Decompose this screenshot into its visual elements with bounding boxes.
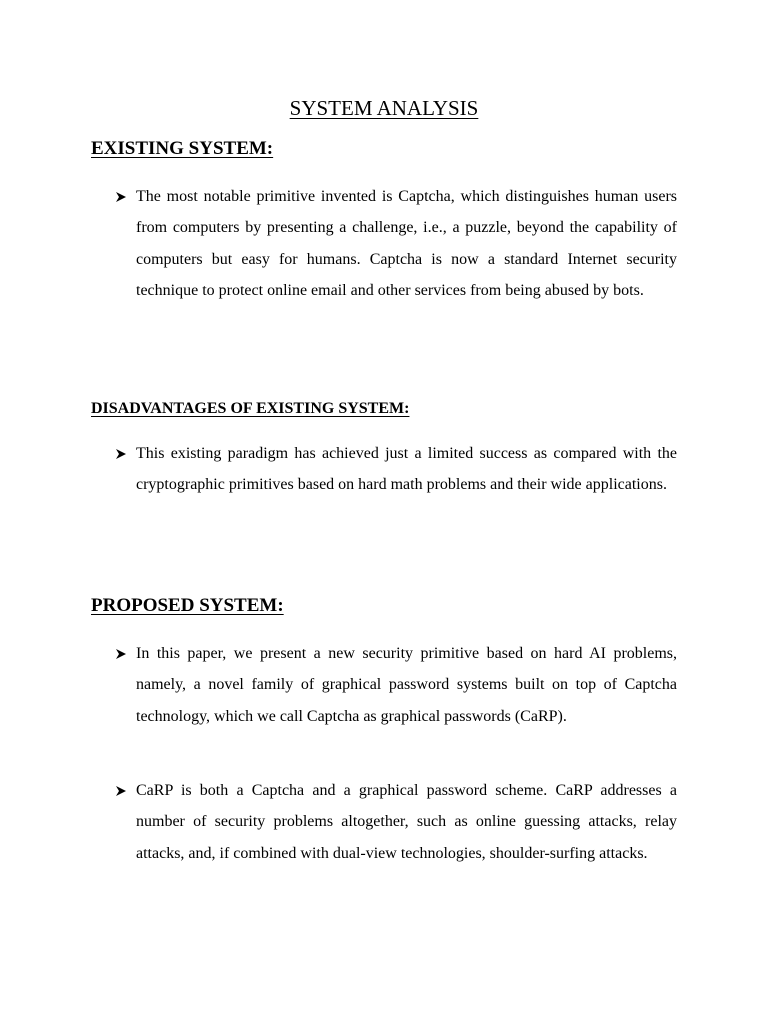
arrowhead-bullet-icon (115, 775, 129, 806)
bullet-text: This existing paradigm has achieved just a limited success as compared with the cryptographic primitives based on hard math problems and their wide applications. (136, 445, 677, 494)
bullet-text: CaRP is both a Captcha and a graphical password scheme. CaRP addresses a number of security problems altogether, such as online guessing attacks, relay attacks, and, if combined with dual-view technologies, shoulder-surfing attacks. (136, 782, 677, 862)
bullet-item-existing-1 (115, 181, 677, 307)
section-heading-proposed-system: PROPOSED SYSTEM: (91, 595, 284, 616)
arrowhead-bullet-icon (115, 638, 129, 669)
bullet-item-disadvantages-1 (115, 438, 677, 501)
bullet-item-proposed-1 (115, 638, 677, 732)
section-heading-disadvantages: DISADVANTAGES OF EXISTING SYSTEM: (91, 400, 410, 417)
section-heading-existing-system: EXISTING SYSTEM: (91, 138, 274, 159)
bullet-text: The most notable primitive invented is Captcha, which distinguishes human users from computers by presenting a challenge, i.e., a puzzle, beyond the capability of computers but easy for humans. Captcha is now a standard Internet security technique to protect online email and other services from being abused by bots. (136, 188, 677, 300)
arrowhead-bullet-icon (115, 181, 129, 212)
bullet-item-proposed-2 (115, 775, 677, 869)
bullet-text: In this paper, we present a new security primitive based on hard AI problems, namely, a novel family of graphical password systems built on top of Captcha technology, which we call Captcha as graphical passwords (CaRP). (136, 645, 677, 725)
arrowhead-bullet-icon (115, 438, 129, 469)
page-title: SYSTEM ANALYSIS (289, 96, 479, 120)
